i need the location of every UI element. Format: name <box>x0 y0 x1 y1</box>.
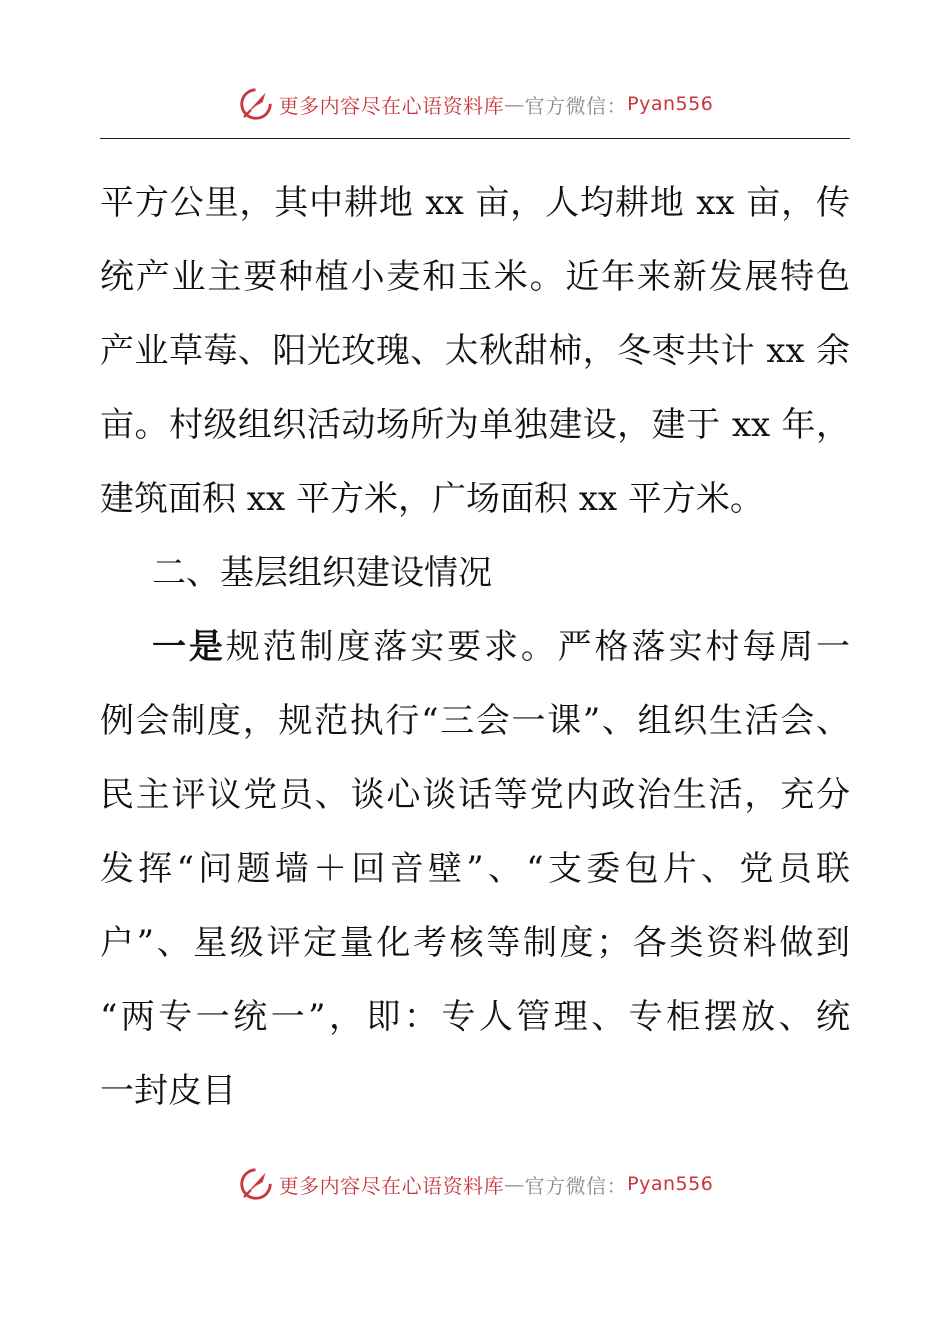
footer-wechat-label: 官方微信： <box>524 1173 628 1198</box>
header-banner <box>0 82 950 126</box>
paragraph-line: 产业草莓、阳光玫瑰、太秋甜柿，冬枣共计 xx 余 <box>100 331 850 371</box>
paragraph-first-text: 规范制度落实要求。严格落实村每周一 <box>225 627 851 667</box>
paragraph-line: 民主评议党员、谈心谈话等党内政治生活，充分 <box>100 775 850 815</box>
paragraph-line: 统产业主要种植小麦和玉米。近年来新发展特色 <box>100 257 850 297</box>
header-wechat-id: Pyan556 <box>627 93 714 115</box>
paragraph-line: 平方公里，其中耕地 xx 亩，人均耕地 xx 亩，传 <box>100 183 850 223</box>
paragraph-lead: 一是 <box>152 627 226 667</box>
paragraph-line: 例会制度，规范执行“三会一课”、组织生活会、 <box>100 701 850 741</box>
paragraph-line: “两专一统一”，即：专人管理、专柜摆放、统 <box>100 997 850 1037</box>
section-heading: 二、基层组织建设情况 <box>152 553 492 593</box>
header-wechat-label: 官方微信： <box>524 93 628 118</box>
footer-banner <box>0 1162 950 1206</box>
paragraph-line: 户”、星级评定量化考核等制度；各类资料做到 <box>100 923 850 963</box>
header-divider <box>100 138 850 139</box>
footer-dash: — <box>504 1172 525 1196</box>
paragraph-first-line <box>100 610 850 684</box>
paragraph-line: 发挥“问题墙＋回音壁”、“支委包片、党员联 <box>100 849 850 889</box>
paragraph-line: 一封皮目 <box>100 1071 236 1111</box>
header-brand-text: 更多内容尽在心语资料库 <box>278 93 505 118</box>
paragraph-line: 建筑面积 xx 平方米，广场面积 xx 平方米。 <box>100 479 764 519</box>
header-dash: — <box>504 92 525 116</box>
document-body <box>100 166 860 1128</box>
quill-logo-icon <box>237 1165 275 1203</box>
paragraph-line: 亩。村级组织活动场所为单独建设，建于 xx 年， <box>100 405 850 445</box>
footer-wechat-id: Pyan556 <box>627 1173 714 1195</box>
quill-logo-icon <box>237 85 275 123</box>
footer-brand-text: 更多内容尽在心语资料库 <box>278 1173 505 1198</box>
